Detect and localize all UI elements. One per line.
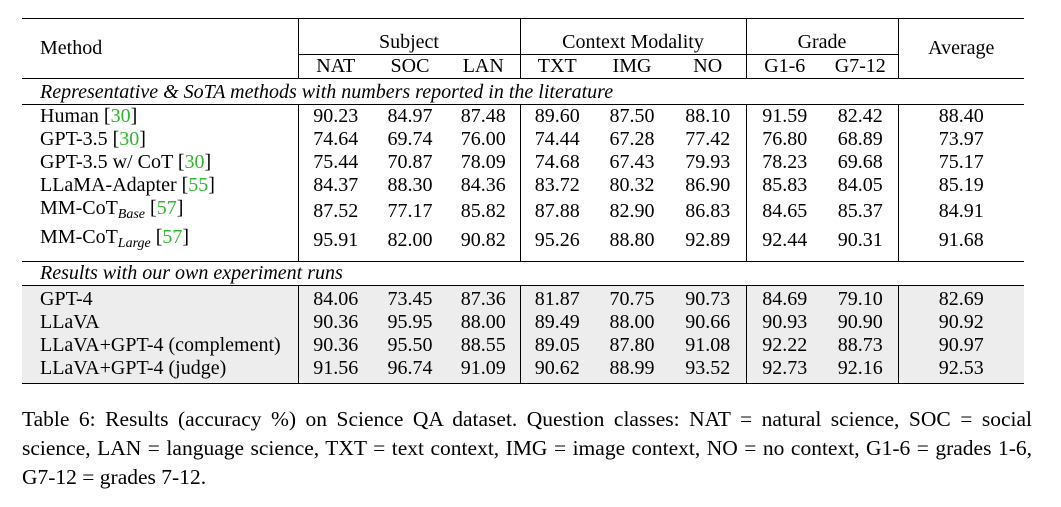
citation-link[interactable]: 30: [184, 151, 205, 173]
score-cell: 90.73: [670, 286, 746, 312]
score-cell: 76.80: [746, 128, 823, 151]
average-cell: 90.97: [898, 334, 1024, 357]
score-cell: 89.05: [520, 334, 594, 357]
table-row: [22, 174, 1024, 197]
score-cell: 88.73: [823, 334, 898, 357]
method-name-cell: MM-CoT$_{Base}$ [57]: [40, 197, 184, 222]
score-cell: 69.68: [837, 151, 883, 173]
citation-link[interactable]: 30: [110, 105, 131, 127]
header-col-soc: SOC: [390, 55, 430, 77]
score-cell: 70.75: [594, 286, 670, 312]
method-name-cell: [22, 311, 298, 334]
method-name: MM-CoT: [40, 197, 118, 219]
score-cell: 84.36: [460, 174, 506, 196]
score-cell: 83.72: [520, 174, 594, 197]
score-cell: 90.31: [837, 229, 883, 251]
table-row: [22, 286, 1024, 312]
score-cell: 84.69: [746, 286, 823, 312]
method-name: MM-CoT: [40, 226, 118, 248]
method-subscript: Base: [117, 207, 146, 222]
score-cell: 88.30: [387, 174, 433, 196]
score-cell: 81.87: [520, 286, 594, 312]
score-cell: 92.44: [746, 226, 823, 262]
citation-link[interactable]: 55: [188, 174, 209, 196]
section-title: Results with our own experiment runs: [22, 262, 1024, 286]
score-cell: 78.23: [746, 151, 823, 174]
table-row: [22, 334, 1024, 357]
score-cell: 82.00: [387, 229, 433, 251]
score-cell: 82.42: [823, 105, 898, 129]
method-name: GPT-3.5 w/ CoT: [40, 151, 173, 173]
citation-link[interactable]: 30: [119, 128, 140, 150]
table-row: [22, 226, 1024, 262]
score-cell: 95.50: [373, 334, 447, 357]
score-cell: 92.89: [685, 229, 731, 251]
method-name-cell: MM-CoT$_{Large}$ [57]: [40, 226, 190, 251]
score-cell: 91.56: [298, 357, 373, 384]
score-cell: 75.44: [298, 151, 373, 174]
citation-link[interactable]: 57: [162, 226, 183, 248]
score-cell: 74.68: [520, 151, 594, 174]
score-cell: 84.37: [298, 174, 373, 197]
score-cell: 91.09: [447, 357, 520, 384]
score-cell: 87.50: [594, 105, 670, 129]
score-cell: 86.90: [685, 174, 731, 196]
score-cell: 69.74: [387, 128, 433, 150]
method-name: Human: [40, 105, 99, 127]
score-cell: 88.10: [670, 105, 746, 129]
score-cell: 89.49: [520, 311, 594, 334]
score-cell: 84.65: [746, 197, 823, 226]
score-cell: 77.17: [387, 200, 433, 222]
score-cell: 90.23: [298, 105, 373, 129]
method-name: LLaVA: [40, 311, 100, 333]
score-cell: 90.93: [746, 311, 823, 334]
average-cell: 90.92: [898, 311, 1024, 334]
score-cell: 91.59: [746, 105, 823, 129]
score-cell: 92.22: [746, 334, 823, 357]
score-cell: 84.97: [373, 105, 447, 129]
average-cell: 91.68: [898, 226, 1024, 262]
header-grade: Grade: [746, 19, 898, 55]
score-cell: 95.91: [298, 226, 373, 262]
score-cell: 82.90: [609, 200, 655, 222]
score-cell: 90.66: [670, 311, 746, 334]
score-cell: 85.82: [460, 200, 506, 222]
score-cell: 88.80: [609, 229, 655, 251]
average-cell: 73.97: [898, 128, 1024, 151]
method-name-cell: GPT-3.5 [30]: [40, 128, 146, 150]
score-cell: 90.36: [298, 334, 373, 357]
average-cell: 85.19: [898, 174, 1024, 197]
score-cell: 90.36: [298, 311, 373, 334]
average-cell: 82.69: [898, 286, 1024, 312]
score-cell: 84.05: [837, 174, 883, 196]
score-cell: 95.95: [373, 311, 447, 334]
method-subscript: Large: [117, 236, 151, 251]
score-cell: 67.28: [609, 128, 655, 150]
header-col-no: NO: [693, 55, 723, 77]
score-cell: 90.62: [520, 357, 594, 384]
header-average: Average: [898, 19, 1024, 79]
header-context-modality: Context Modality: [520, 19, 746, 55]
method-name-cell: [22, 357, 298, 384]
table-row: [22, 197, 1024, 226]
score-cell: 80.32: [609, 174, 655, 196]
table-row: [22, 128, 1024, 151]
header-col-g7-12: G7-12: [834, 55, 886, 77]
method-name: GPT-3.5: [40, 128, 108, 150]
score-cell: 68.89: [837, 128, 883, 150]
score-cell: 88.00: [447, 311, 520, 334]
method-name: LLaVA+GPT-4 (complement): [40, 334, 281, 356]
method-name-cell: [22, 334, 298, 357]
score-cell: 88.00: [594, 311, 670, 334]
method-name-cell: Human [30]: [22, 105, 298, 129]
method-name: LLaMA-Adapter: [40, 174, 177, 196]
method-name: LLaVA+GPT-4 (judge): [40, 357, 227, 379]
score-cell: 87.80: [594, 334, 670, 357]
score-cell: 67.43: [609, 151, 655, 173]
score-cell: 93.52: [670, 357, 746, 384]
citation-link[interactable]: 57: [156, 197, 177, 219]
score-cell: 92.16: [823, 357, 898, 384]
header-col-g1-6: G1-6: [746, 55, 823, 79]
score-cell: 87.48: [447, 105, 520, 129]
score-cell: 90.82: [460, 229, 506, 251]
score-cell: 95.26: [520, 226, 594, 262]
table-row: [22, 151, 1024, 174]
score-cell: 79.93: [685, 151, 731, 173]
method-name-cell: GPT-3.5 w/ CoT [30]: [40, 151, 212, 173]
section-title: Representative & SoTA methods with numbers reported in the literature: [22, 79, 1024, 105]
score-cell: 92.73: [746, 357, 823, 384]
method-name-cell: LLaMA-Adapter [55]: [40, 174, 215, 196]
score-cell: 77.42: [685, 128, 731, 150]
average-cell: 92.53: [898, 357, 1024, 384]
header-col-img: IMG: [612, 55, 652, 77]
method-name-cell: [22, 286, 298, 312]
score-cell: 70.87: [387, 151, 433, 173]
score-cell: 89.60: [520, 105, 594, 129]
header-subject: Subject: [298, 19, 520, 55]
table-row: [22, 357, 1024, 384]
header-method: Method: [22, 19, 298, 79]
section-title-row: [22, 262, 1024, 286]
average-cell: 75.17: [898, 151, 1024, 174]
score-cell: 86.83: [685, 200, 731, 222]
average-cell: 84.91: [898, 197, 1024, 226]
method-name: GPT-4: [40, 288, 93, 310]
section-title-row: [22, 79, 1024, 105]
score-cell: 73.45: [373, 286, 447, 312]
table-row: [22, 105, 1024, 129]
results-table: [22, 18, 1024, 384]
table-caption: Table 6: Results (accuracy %) on Science QA dataset. Question classes: NAT = natural science, SOC = social science, LAN = language science, TXT = text context, IMG = image context, NO = no context, G1-6 = grades 1-6, G7-12 = grades 7-12.: [22, 407, 1032, 489]
score-cell: 96.74: [373, 357, 447, 384]
score-cell: 78.09: [460, 151, 506, 173]
header-group-row: [22, 19, 1024, 55]
results-table-container: [22, 18, 1024, 384]
score-cell: 84.06: [298, 286, 373, 312]
score-cell: 91.08: [670, 334, 746, 357]
score-cell: 87.52: [298, 197, 373, 226]
score-cell: 87.88: [520, 197, 594, 226]
score-cell: 87.36: [447, 286, 520, 312]
score-cell: 74.44: [520, 128, 594, 151]
score-cell: 76.00: [460, 128, 506, 150]
score-cell: 85.37: [837, 200, 883, 222]
score-cell: 88.99: [594, 357, 670, 384]
score-cell: 88.55: [447, 334, 520, 357]
header-col-txt: TXT: [520, 55, 594, 79]
score-cell: 90.90: [823, 311, 898, 334]
score-cell: 74.64: [298, 128, 373, 151]
table-row: [22, 311, 1024, 334]
average-cell: 88.40: [898, 105, 1024, 129]
header-col-lan: LAN: [462, 55, 504, 77]
header-col-nat: NAT: [298, 55, 373, 79]
score-cell: 85.83: [746, 174, 823, 197]
score-cell: 79.10: [823, 286, 898, 312]
